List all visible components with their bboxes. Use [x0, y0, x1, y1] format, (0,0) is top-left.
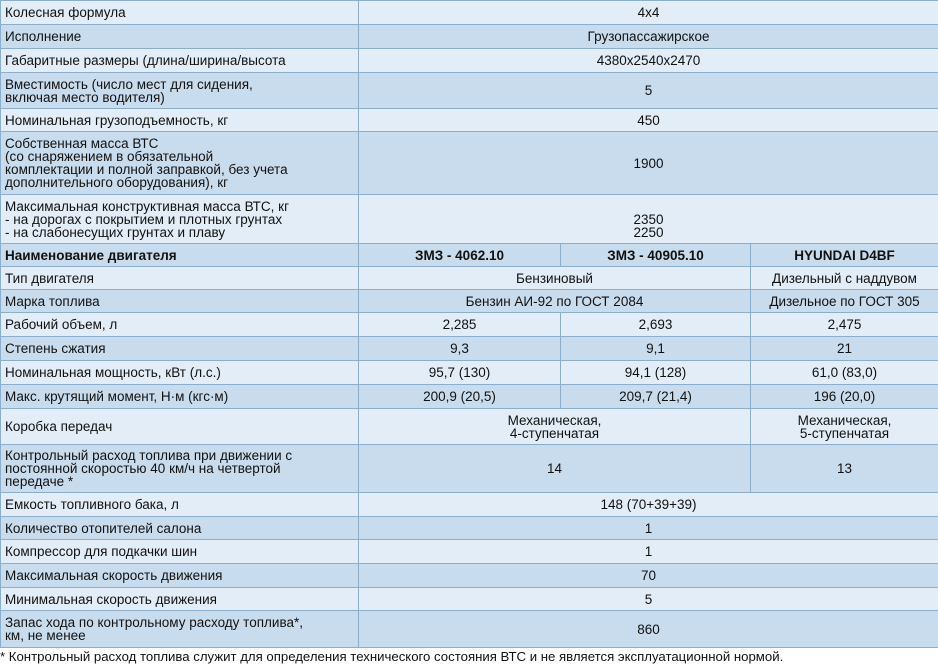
row-value: 4380x2540x2470 [359, 49, 938, 73]
table-row [1, 290, 938, 313]
row-value: 4x4 [359, 1, 938, 25]
engine-header-label: Наименование двигателя [1, 244, 359, 267]
row-value: Дизельное по ГОСТ 305 [751, 290, 938, 313]
row-value: 860 [359, 611, 938, 648]
row-label: Номинальная грузоподъемность, кг [1, 109, 359, 132]
table-row [1, 109, 938, 132]
table-row [1, 540, 938, 564]
row-label: Собственная масса ВТС (со снаряжением в обязательной комплектации и полной заправкой, без учета дополнительного оборудования), кг [1, 132, 359, 195]
row-value: 70 [359, 564, 938, 588]
table-row [1, 1, 938, 25]
footnote: * Контрольный расход топлива служит для определения технического состояния ВТС и не является эксплуатационной нормой. [0, 649, 784, 664]
row-value: 1900 [359, 132, 938, 195]
table-row [1, 195, 938, 244]
row-value: 5 [359, 588, 938, 611]
row-value: 9,1 [561, 337, 751, 361]
table-row [1, 267, 938, 290]
row-label: Рабочий объем, л [1, 313, 359, 337]
table-row [1, 337, 938, 361]
table-row [1, 313, 938, 337]
table-row [1, 564, 938, 588]
engine-name: ЗМЗ - 40905.10 [561, 244, 751, 267]
row-label: Макс. крутящий момент, Н·м (кгс·м) [1, 385, 359, 409]
row-value: 94,1 (128) [561, 361, 751, 385]
table-row [1, 493, 938, 517]
table-row [1, 132, 938, 195]
row-label: Компрессор для подкачки шин [1, 540, 359, 564]
engine-name: HYUNDAI D4BF [751, 244, 938, 267]
table-row [1, 409, 938, 445]
row-value: Грузопассажирское [359, 25, 938, 49]
row-value: 2,285 [359, 313, 561, 337]
row-value: 200,9 (20,5) [359, 385, 561, 409]
row-label: Количество отопителей салона [1, 517, 359, 540]
row-label: Исполнение [1, 25, 359, 49]
row-value: 1 [359, 540, 938, 564]
row-value: 5 [359, 73, 938, 109]
row-label: Марка топлива [1, 290, 359, 313]
row-value: Дизельный с наддувом [751, 267, 938, 290]
row-value: 61,0 (83,0) [751, 361, 938, 385]
engine-header-row [1, 244, 938, 267]
row-value: Механическая, 4-ступенчатая [359, 409, 751, 445]
row-value: 95,7 (130) [359, 361, 561, 385]
row-label: Запас хода по контрольному расходу топлива*, км, не менее [1, 611, 359, 648]
row-value: 196 (20,0) [751, 385, 938, 409]
row-value: 2,475 [751, 313, 938, 337]
row-label: Габаритные размеры (длина/ширина/высота [1, 49, 359, 73]
table-row [1, 588, 938, 611]
row-value: Бензин АИ-92 по ГОСТ 2084 [359, 290, 751, 313]
row-label: Номинальная мощность, кВт (л.с.) [1, 361, 359, 385]
row-value: 14 [359, 445, 751, 493]
table-row [1, 517, 938, 540]
table-row [1, 73, 938, 109]
row-value: 1 [359, 517, 938, 540]
row-value: 9,3 [359, 337, 561, 361]
row-label: Коробка передач [1, 409, 359, 445]
row-label: Степень сжатия [1, 337, 359, 361]
row-label: Контрольный расход топлива при движении с постоянной скоростью 40 км/ч на четвертой передаче * [1, 445, 359, 493]
row-value: 21 [751, 337, 938, 361]
row-value: Бензиновый [359, 267, 751, 290]
engine-name: ЗМЗ - 4062.10 [359, 244, 561, 267]
row-label: Емкость топливного бака, л [1, 493, 359, 517]
row-value: 2350 2250 [359, 195, 938, 244]
table-row [1, 49, 938, 73]
row-value: Механическая, 5-ступенчатая [751, 409, 938, 445]
row-label: Максимальная конструктивная масса ВТС, кг - на дорогах с покрытием и плотных грунтах - на слабонесущих грунтах и плаву [1, 195, 359, 244]
row-label: Тип двигателя [1, 267, 359, 290]
row-label: Максимальная скорость движения [1, 564, 359, 588]
row-value: 2,693 [561, 313, 751, 337]
table-row [1, 361, 938, 385]
table-row [1, 385, 938, 409]
row-value: 148 (70+39+39) [359, 493, 938, 517]
row-value: 450 [359, 109, 938, 132]
row-label: Минимальная скорость движения [1, 588, 359, 611]
row-label: Вместимость (число мест для сидения, включая место водителя) [1, 73, 359, 109]
table-row [1, 25, 938, 49]
row-value: 13 [751, 445, 938, 493]
row-value: 209,7 (21,4) [561, 385, 751, 409]
table-row [1, 611, 938, 648]
row-label: Колесная формула [1, 1, 359, 25]
table-row [1, 445, 938, 493]
